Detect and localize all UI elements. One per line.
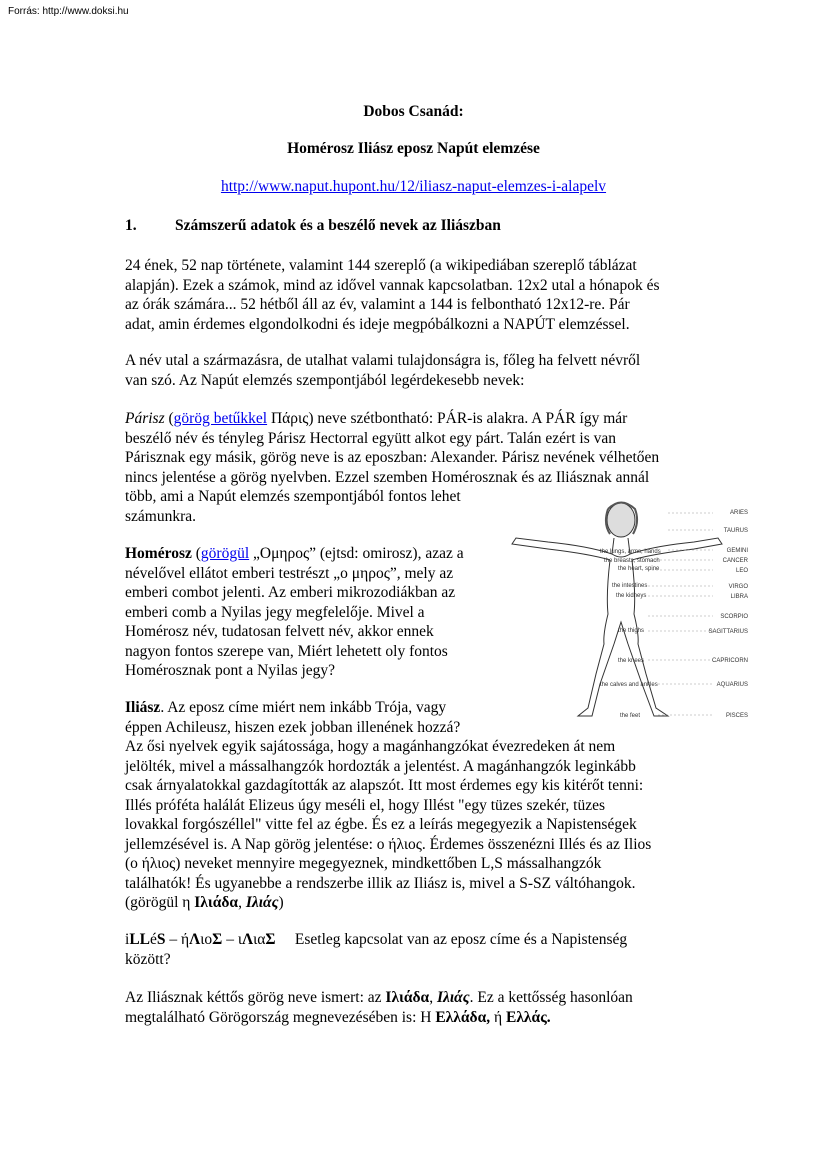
text-line bbox=[125, 988, 705, 1008]
section-heading bbox=[125, 217, 501, 235]
label-intestines: the intestines bbox=[612, 583, 648, 589]
text-run: i bbox=[125, 931, 130, 948]
text-run: é bbox=[150, 931, 157, 948]
text-run: Σ bbox=[212, 931, 223, 948]
greek-bold: Ελλάς. bbox=[505, 1008, 551, 1026]
text-line: jellemzésével is. A Nap görög jelentése: ο ήλιος. Érdemes összenézni Illés és az Ilios bbox=[125, 835, 652, 853]
text-run: megtalálható Görögország megnevezésében is: Η bbox=[125, 1008, 436, 1026]
text-line: nagyon fontos szerepe van, Miért lehetett oly fontos bbox=[125, 642, 448, 660]
paragraph-double-name bbox=[125, 988, 705, 1027]
text-run: ή bbox=[490, 1008, 506, 1026]
document-title: Homérosz Iliász eposz Napút elemzése bbox=[287, 140, 540, 157]
greek-bold-italic: Ιλιάς bbox=[245, 894, 279, 911]
text-run: . Az eposz címe miért nem inkább Trója, vagy bbox=[160, 699, 447, 716]
text-run: , bbox=[429, 989, 437, 1006]
text-line bbox=[125, 409, 705, 429]
label-gemini: GEMINI bbox=[726, 548, 748, 554]
greek-bold-italic: Ιλιάς bbox=[436, 989, 470, 1006]
homer-name: Homérosz bbox=[125, 545, 192, 562]
text-line: (ο ήλιος) neveket mennyire megegyeznek, mindkettőben L,S mássalhangzók bbox=[125, 855, 602, 872]
text-line: csak árnyalatokkal gazdagították az alapszót. Itt most érdemes egy kis kitérőt tenni: bbox=[125, 777, 644, 794]
text-line: emberi combot jelenti. Az emberi mikrozodiákban az bbox=[125, 584, 456, 601]
iliad-name: Iliász bbox=[125, 699, 161, 716]
label-leo: LEO bbox=[735, 568, 748, 574]
label-aquarius: AQUARIUS bbox=[716, 682, 748, 688]
text-line: számunkra. bbox=[125, 507, 197, 525]
author: Dobos Csanád: bbox=[363, 103, 464, 120]
zodiac-man-figure bbox=[508, 494, 753, 726]
text-run: ) bbox=[278, 894, 284, 911]
text-line: van szó. Az Napút elemzés szempontjából legérdekesebb nevek: bbox=[125, 371, 525, 389]
text-run: ιο bbox=[200, 931, 213, 948]
label-virgo: VIRGO bbox=[728, 584, 748, 590]
section-title: Számszerű adatok és a beszélő nevek az Iliászban bbox=[175, 217, 501, 234]
label-libra: LIBRA bbox=[730, 594, 748, 600]
source-url-link[interactable]: http://www.naput.hupont.hu/12/iliasz-naput-elemzes-i-alapelv bbox=[220, 178, 607, 195]
text-line: beszélő név és tényleg Párisz Hectorral együtt alkot egy párt. Talán ezért is van bbox=[125, 429, 616, 447]
text-run: , bbox=[238, 894, 246, 911]
text-line: nincs jelentése a görög nyelvben. Ezzel szemben Homérosznak és az Iliásznak annál bbox=[125, 468, 650, 486]
text-run: Πάρις) neve szétbontható: PÁR-is alakra. A PÁR így már bbox=[267, 410, 628, 427]
text-line: Homérosz név, tudatosan felvett név, akkor ennek bbox=[125, 623, 434, 640]
greek-link[interactable]: görögül bbox=[200, 545, 250, 562]
text-run: (görögül η bbox=[125, 894, 195, 911]
label-calves: the calves and ankles bbox=[600, 682, 658, 688]
text-line: lovakkal forgószéllel" vitte fel az égbe. És ez a leírás megegyezik a Napistenségek bbox=[125, 816, 637, 833]
text-line: találhatók! És ugyanebbe a rendszerbe illik az Iliász is, mivel a S-SZ váltóhangok. bbox=[125, 874, 636, 892]
text-run: LL bbox=[129, 931, 150, 948]
label-lungs: the lungs, arms, hands bbox=[600, 549, 661, 555]
zodiac-labels bbox=[708, 510, 748, 719]
greek-bold: Ελλάδα, bbox=[435, 1008, 491, 1026]
text-run: Az Iliásznak kéttős görög neve ismert: az bbox=[125, 989, 386, 1006]
paren: ( bbox=[164, 410, 174, 427]
paragraph-iliad bbox=[125, 698, 705, 913]
source-url-line bbox=[0, 178, 827, 196]
label-kidneys: the kidneys bbox=[616, 593, 647, 599]
greek-bold: Ιλιάδα bbox=[194, 894, 239, 911]
label-feet: the feet bbox=[620, 713, 641, 719]
text-line: alapján). Ezek a számok, mind az idővel vannak kapcsolatban. 12x2 utal a hónapok és bbox=[125, 276, 660, 294]
paris-name: Párisz bbox=[125, 410, 165, 427]
label-aries: ARIES bbox=[729, 510, 748, 516]
text-run: S bbox=[156, 931, 166, 948]
source-note: Forrás: http://www.doksi.hu bbox=[8, 6, 129, 17]
text-line: Párisznak egy másik, görög neve is az eposzban: Alexander. Párisz nevének vélhetően bbox=[125, 449, 660, 466]
paragraph-homer bbox=[125, 544, 505, 681]
paragraph-names bbox=[125, 351, 705, 390]
text-line bbox=[125, 893, 705, 913]
text-line: több, ami a Napút elemzés szempontjából fontos lehet bbox=[125, 488, 461, 505]
text-run: Esetleg kapcsolat van az eposz címe és a Napistenség bbox=[275, 931, 628, 948]
label-scorpio: SCORPIO bbox=[720, 614, 748, 620]
text-line: jelölték, mivel a mássalhangzók hordozták a jelentést. A magánhangzók leginkább bbox=[125, 757, 636, 775]
text-run: – ή bbox=[165, 931, 190, 948]
label-heart: the heart, spine bbox=[618, 566, 660, 572]
greek-bold: Ιλιάδα bbox=[385, 989, 430, 1006]
paragraph-numbers bbox=[125, 256, 705, 334]
text-line: Az ősi nyelvek egyik sajátossága, hogy a magánhangzókat évezredeken át nem bbox=[125, 738, 616, 755]
text-line: adat, amin érdemes elgondolkodni és ideje megpóbálkozni a NAPÚT elemzéssel. bbox=[125, 315, 630, 333]
text-run: . Ez a kettősség hasonlóan bbox=[469, 989, 633, 1006]
label-sagittarius: SAGITTARIUS bbox=[708, 629, 748, 635]
text-run: ια bbox=[253, 931, 266, 948]
text-line: az órák számára... 52 hétből áll az év, valamint a 144 is felbontható 12x12-re. Pár bbox=[125, 296, 630, 313]
text-run: Λ bbox=[189, 931, 201, 948]
text-line: 24 ének, 52 nap története, valamint 144 szereplő (a wikipediában szereplő táblázat bbox=[125, 257, 637, 274]
text-line bbox=[125, 1008, 705, 1028]
label-breasts: the breasts, stomach bbox=[604, 558, 660, 564]
text-line: Homérosznak pont a Nyilas jegy? bbox=[125, 662, 336, 679]
paragraph-illes bbox=[125, 930, 705, 969]
paren: ( bbox=[191, 545, 201, 562]
text-run: Λ bbox=[241, 931, 254, 948]
text-line: Illés próféta halálát Elizeus úgy meséli el, hogy Illést "egy tüzes szekér, tüzes bbox=[125, 796, 606, 814]
label-pisces: PISCES bbox=[725, 713, 748, 719]
label-knees: the knees bbox=[618, 658, 645, 664]
label-cancer: CANCER bbox=[722, 558, 748, 564]
text-line: között? bbox=[125, 950, 171, 968]
text-line: névelővel ellátot emberi testrészt „ο μηρος”, mely az bbox=[125, 564, 454, 582]
text-run: „Ομηρος” (ejtsd: omirosz), azaz a bbox=[249, 545, 464, 562]
text-line: emberi comb a Nyilas jegy megfelelője. Mivel a bbox=[125, 603, 425, 621]
label-capricorn: CAPRICORN bbox=[711, 658, 748, 664]
text-line bbox=[125, 544, 505, 564]
text-line: A név utal a származásra, de utalhat valami tulajdonságra is, főleg ha felvett névről bbox=[125, 352, 641, 369]
label-thighs: the thighs bbox=[618, 628, 645, 634]
greek-letters-link[interactable]: görög betűkkel bbox=[173, 410, 268, 427]
section-number: 1. bbox=[125, 217, 137, 234]
text-run: Σ bbox=[265, 931, 276, 948]
label-taurus: TAURUS bbox=[723, 528, 748, 534]
text-line: éppen Achileusz, hiszen ezek jobban illenének hozzá? bbox=[125, 718, 461, 736]
text-line bbox=[125, 930, 705, 950]
text-run: – ι bbox=[222, 931, 242, 948]
